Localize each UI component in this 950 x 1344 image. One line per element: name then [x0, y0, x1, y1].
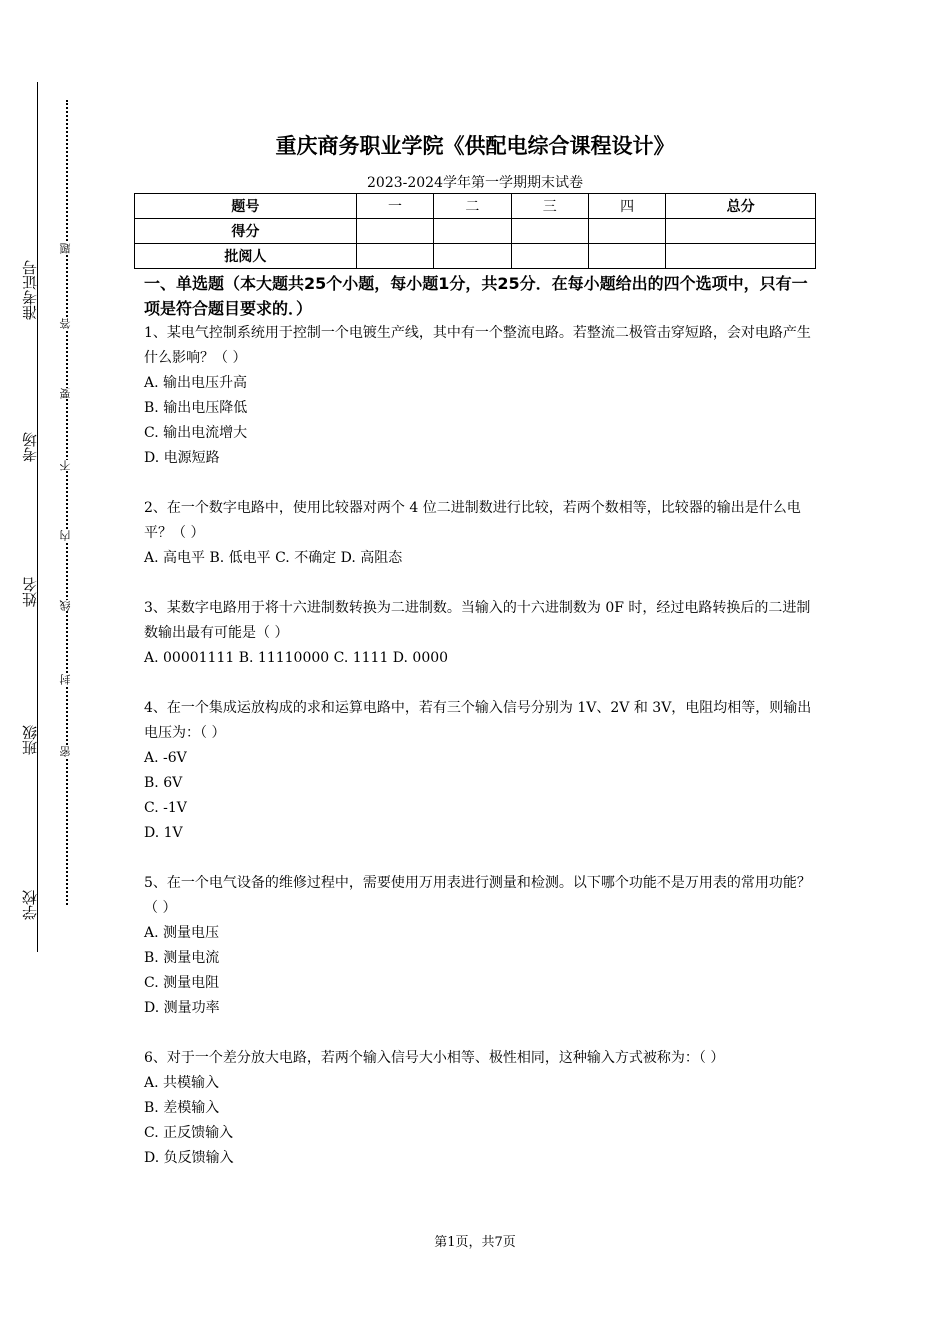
question — [144, 871, 812, 1021]
score-cell — [434, 244, 511, 269]
seal-char: 要 — [59, 388, 72, 399]
seal-char: 线 — [59, 600, 72, 611]
question-option: A. 共模输入 — [144, 1075, 220, 1091]
seal-dotted-line — [66, 100, 68, 905]
question-text: 6、对于一个差分放大电路，若两个输入信号大小相等、极性相同，这种输入方式被称为：（ ） — [144, 1050, 725, 1066]
score-cell — [588, 244, 665, 269]
score-cell — [356, 244, 433, 269]
score-row-label: 得分 — [135, 219, 357, 244]
exam-content — [144, 271, 812, 1171]
score-header-cell: 总分 — [666, 194, 816, 219]
section-title: 一、单选题（本大题共25个小题，每小题1分，共25分．在每小题给出的四个选项中，只有一项是符合题目要求的．） — [144, 274, 808, 318]
question-text: 4、在一个集成运放构成的求和运算电路中，若有三个输入信号分别为 1V、2V 和 3V，电阻均相等，则输出电压为：（ ） — [144, 700, 812, 741]
exam-title: 重庆商务职业学院《供配电综合课程设计》 — [275, 134, 675, 158]
name-label: 姓名 — [21, 577, 39, 607]
score-cell — [666, 244, 816, 269]
score-header-cell: 四 — [588, 194, 665, 219]
question-text: 2、在一个数字电路中，使用比较器对两个 4 位二进制数进行比较，若两个数相等，比较器的输出是什么电平？（ ） — [144, 500, 801, 541]
score-header-cell: 一 — [356, 194, 433, 219]
school-label: 学校 — [21, 890, 39, 920]
score-cell — [666, 219, 816, 244]
seal-char: 题 — [59, 243, 72, 254]
question-option: C. 测量电阻 — [144, 975, 220, 991]
question-option: A. 输出电压升高 — [144, 375, 248, 391]
question — [144, 496, 812, 571]
seal-char: 内 — [59, 530, 72, 541]
seal-char: 封 — [59, 674, 72, 685]
binding-line — [37, 82, 38, 952]
score-table-header-row — [135, 194, 816, 219]
seal-char: 不 — [59, 460, 72, 471]
question-option: A. -6V — [144, 750, 187, 766]
question-option: D. 电源短路 — [144, 450, 220, 466]
question-text: 3、某数字电路用于将十六进制数转换为二进制数。当输入的十六进制数为 0F 时，经过电路转换后的二进制数输出最有可能是（ ） — [144, 600, 811, 641]
score-header-cell: 三 — [511, 194, 588, 219]
class-label: 班级 — [21, 725, 39, 755]
seal-char: 密 — [59, 746, 72, 757]
score-cell — [511, 219, 588, 244]
exam-subtitle: 2023-2024学年第一学期期末试卷 — [367, 175, 583, 191]
score-cell — [511, 244, 588, 269]
question — [144, 1046, 812, 1171]
score-table-row — [135, 219, 816, 244]
question-text: 1、某电气控制系统用于控制一个电镀生产线，其中有一个整流电路。若整流二极管击穿短路，会对电路产生什么影响？（ ） — [144, 325, 811, 366]
question-option: A. 00001111 B. 11110000 C. 1111 D. 0000 — [144, 650, 449, 666]
question-option: C. 输出电流增大 — [144, 425, 248, 441]
score-table — [134, 193, 816, 269]
question-option: C. 正反馈输入 — [144, 1125, 234, 1141]
score-cell — [356, 219, 433, 244]
question — [144, 596, 812, 671]
question-option: B. 6V — [144, 775, 183, 791]
score-cell — [588, 219, 665, 244]
question-option: B. 测量电流 — [144, 950, 220, 966]
question — [144, 321, 812, 471]
seal-char: 答 — [59, 318, 72, 329]
question-option: A. 高电平 B. 低电平 C. 不确定 D. 高阻态 — [144, 550, 403, 566]
question-text: 5、在一个电气设备的维修过程中，需要使用万用表进行测量和检测。以下哪个功能不是万用表的常用功能？（ ） — [144, 875, 811, 916]
question-option: B. 输出电压降低 — [144, 400, 248, 416]
question-option: D. 负反馈输入 — [144, 1150, 234, 1166]
question-option: B. 差模输入 — [144, 1100, 220, 1116]
score-cell — [434, 219, 511, 244]
page-footer: 第1页，共7页 — [434, 1235, 516, 1250]
score-header-cell: 二 — [434, 194, 511, 219]
question-option: D. 测量功率 — [144, 1000, 220, 1016]
exam-room-label: 考场 — [21, 432, 39, 462]
question-option: C. -1V — [144, 800, 187, 816]
question-option: D. 1V — [144, 825, 183, 841]
question-option: A. 测量电压 — [144, 925, 220, 941]
question — [144, 696, 812, 846]
score-row-label: 批阅人 — [135, 244, 357, 269]
exam-number-label: 准考证号 — [21, 260, 39, 320]
score-header-cell: 题号 — [135, 194, 357, 219]
score-table-row — [135, 244, 816, 269]
